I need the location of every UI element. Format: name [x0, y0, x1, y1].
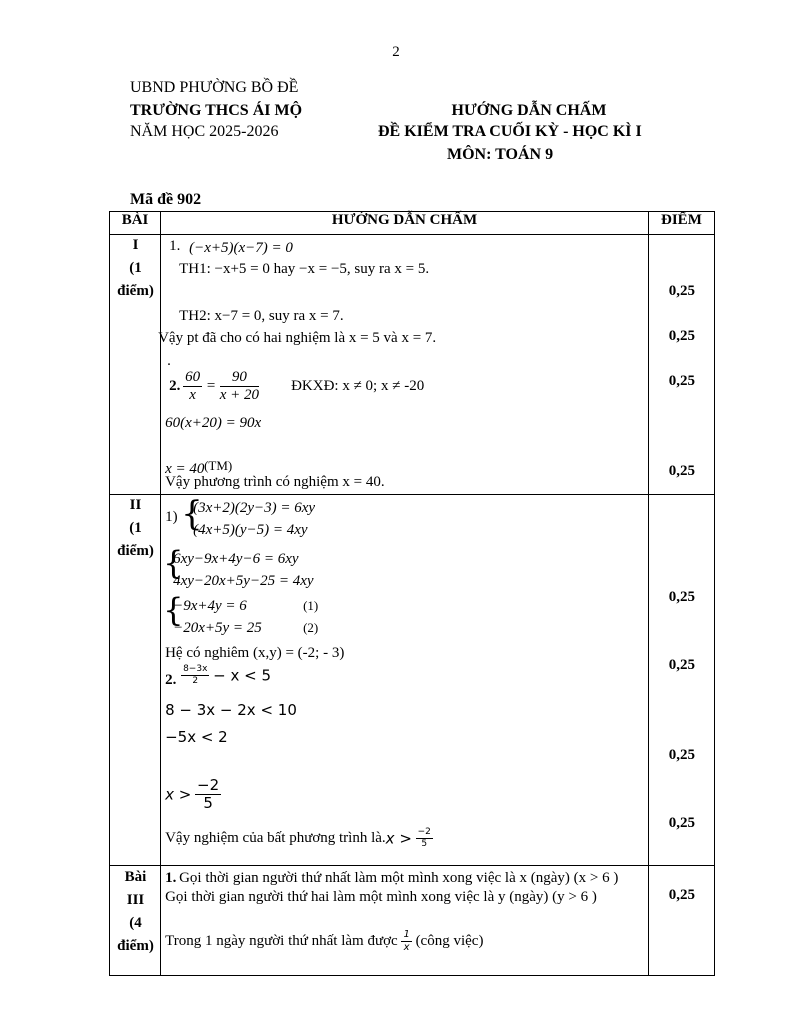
table-header-row: [110, 212, 715, 235]
header-title: HƯỚNG DẪN CHẤM: [451, 102, 607, 119]
table-row-bai-1: [110, 235, 715, 495]
header-subject: MÔN: TOÁN 9: [447, 146, 554, 163]
bai-2-sys2-line1: 6xy−9x+4y−6 = 6xy: [173, 551, 299, 567]
bai-2-content-cell: [161, 495, 649, 866]
bai-1-point-2: 0,25: [668, 328, 695, 344]
bai-1-points-cell: [648, 235, 714, 495]
frac-concl-neg2-5: $\frac{-2}{5}$: [417, 827, 431, 849]
bai-3-points-cell: [648, 866, 714, 976]
grading-table: [109, 211, 715, 976]
bai-1-conclusion: Vậy pt đã cho có hai nghiệm là x = 5 và x = 7.: [158, 330, 437, 346]
bai-2-label-score: (1: [129, 520, 142, 536]
bai-1-q2-step: 60(x+20) = 90x: [165, 415, 262, 431]
bai-1-point-1: 0,25: [668, 283, 695, 299]
bai-1-q2-num: 2.: [169, 378, 181, 394]
bai-2-solution: Hệ có nghiêm (x,y) = (-2; - 3): [165, 645, 345, 661]
bai-1-dot: .: [167, 353, 171, 369]
bai-1-case-2: TH2: x−7 = 0, suy ra x = 7.: [179, 308, 344, 324]
bai-1-q2-equation: $\frac{60}{x}$ = $\frac{90}{x + 20}$: [185, 369, 259, 403]
header-year: NĂM HỌC 2025-2026: [130, 123, 279, 140]
bai-2-label-roman: II: [129, 497, 142, 513]
header-ward: UBND PHƯỜNG BỒ ĐỀ: [130, 79, 299, 96]
bai-2-label-cell: [110, 495, 161, 866]
bai-2-point-2: 0,25: [668, 657, 695, 673]
system-brace-3: {: [163, 591, 184, 629]
bai-1-label-roman: I: [132, 237, 139, 253]
header-exam: ĐỀ KIỂM TRA CUỐI KỲ - HỌC KÌ I: [378, 123, 642, 140]
bai-3-line-1: Gọi thời gian người thứ nhất làm một mình xong việc là x (ngày) (x > 6 ): [179, 870, 619, 886]
frac-8-3x-2: $\frac{8-3x}{2}$: [183, 664, 208, 686]
bai-2-step-3: x > $\frac{-2}{5}$: [165, 776, 220, 812]
bai-3-label-word: Bài: [124, 869, 147, 885]
bai-3-label-unit: điểm): [117, 938, 154, 954]
bai-2-step-1: 8 − 3x − 2x < 10: [165, 701, 297, 719]
header-guide: HƯỚNG DẪN CHẤM: [161, 212, 649, 235]
bai-2-sys3-tag-2: (2): [303, 620, 319, 635]
header-school: TRƯỜNG THCS ÁI MỘ: [130, 102, 303, 119]
frac-90-x20: $\frac{90}{x + 20}$: [219, 369, 259, 403]
bai-2-points-cell: [648, 495, 714, 866]
bai-2-conclusion: Vậy nghiệm của bất phương trình là.x > $\frac{-2}{5}$: [165, 827, 431, 849]
bai-1-label-score: (1: [129, 260, 142, 276]
bai-2-sys3-tag-1: (1): [303, 598, 319, 613]
bai-2-q2-num: 2.: [165, 672, 177, 688]
bai-2-point-1: 0,25: [668, 589, 695, 605]
bai-3-line-2: Gọi thời gian người thứ hai làm một mình xong việc là y (ngày) (y > 6 ): [165, 889, 597, 905]
page-number: 2: [392, 44, 400, 60]
bai-2-sys3-line2: −20x+5y = 25: [173, 620, 262, 636]
bai-1-q2-tm: (TM): [204, 458, 233, 473]
bai-2-point-4: 0,25: [668, 815, 695, 831]
system-brace-1: {: [181, 494, 203, 534]
bai-2-point-3: 0,25: [668, 747, 695, 763]
bai-1-q2-condition: ĐKXĐ: x ≠ 0; x ≠ -20: [291, 378, 425, 394]
header-points: ĐIỂM: [648, 212, 714, 235]
frac-60-x: $\frac{60}{x}$: [185, 369, 201, 403]
bai-2-q1-num: 1): [165, 509, 178, 525]
system-brace-2: {: [163, 544, 184, 582]
bai-1-q2-x40: x = 40: [165, 461, 205, 477]
bai-2-label-unit: điểm): [117, 543, 154, 559]
bai-2-sys1-line2: (4x+5)(y−5) = 4xy: [193, 522, 308, 538]
bai-2-step-2: −5x < 2: [165, 728, 228, 746]
bai-1-case-1: TH1: −x+5 = 0 hay −x = −5, suy ra x = 5.: [179, 261, 430, 277]
bai-1-content-cell: [158, 235, 649, 495]
bai-2-q2-inequality: $\frac{8-3x}{2}$ − x < 5: [183, 664, 272, 686]
exam-code: Mã đề 902: [130, 191, 202, 208]
frac-1-x: $\frac{1}{x}$: [403, 929, 410, 953]
bai-1-q1-num: 1.: [169, 238, 181, 254]
table-row-bai-3: [110, 866, 715, 976]
bai-3-point-1: 0,25: [668, 887, 695, 903]
bai-1-label-cell: [110, 235, 161, 495]
bai-3-label-roman: III: [126, 892, 145, 908]
header-bai: BÀI: [110, 212, 161, 235]
bai-1-label-unit: điểm): [117, 283, 154, 299]
bai-3-label-cell: [110, 866, 161, 976]
bai-2-sys2-line2: 4xy−20x+5y−25 = 4xy: [173, 573, 314, 589]
bai-3-label-score: (4: [129, 915, 142, 931]
bai-1-point-4: 0,25: [668, 463, 695, 479]
table-row-bai-2: [110, 495, 715, 866]
bai-3-line-3: Trong 1 ngày người thứ nhất làm được $\frac{1}{x}$ (công việc): [165, 929, 484, 953]
bai-3-content-cell: [161, 866, 649, 976]
bai-3-q1-num: 1.: [165, 870, 177, 886]
bai-2-sys1-line1: (3x+2)(2y−3) = 6xy: [193, 500, 316, 516]
bai-1-point-3: 0,25: [668, 373, 695, 389]
frac-neg2-5: $\frac{-2}{5}$: [197, 776, 220, 812]
bai-1-q2-conclusion: Vậy phương trình có nghiệm x = 40.: [165, 474, 385, 490]
bai-2-sys3-line1: −9x+4y = 6: [173, 598, 247, 614]
bai-1-q1-equation: (−x+5)(x−7) = 0: [189, 240, 293, 256]
